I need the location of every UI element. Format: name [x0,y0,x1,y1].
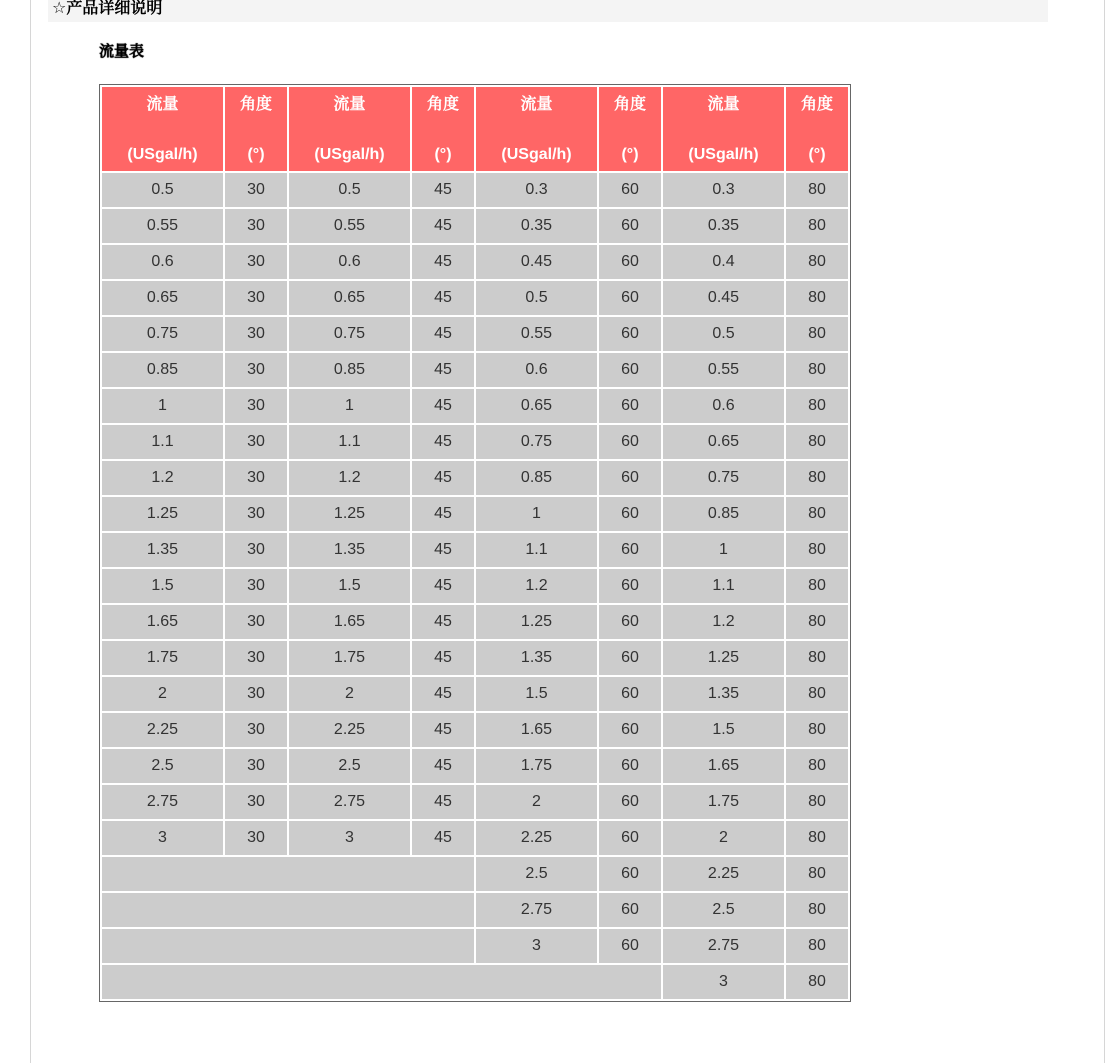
table-row [102,389,848,423]
flow-cell: 1.1 [663,569,784,603]
table-row [102,641,848,675]
flow-cell: 2.75 [476,893,597,927]
angle-cell: 80 [786,857,848,891]
header-angle: 角度 (°) [412,87,474,171]
angle-cell: 60 [599,893,661,927]
flow-cell: 0.45 [476,245,597,279]
table-row [102,425,848,459]
angle-cell: 45 [412,785,474,819]
table-row [102,461,848,495]
angle-cell: 80 [786,281,848,315]
flow-cell: 1.35 [289,533,410,567]
flow-cell: 1.65 [663,749,784,783]
header-angle: 角度 (°) [786,87,848,171]
table-header-row [102,87,848,171]
angle-cell: 45 [412,281,474,315]
flow-cell: 0.85 [663,497,784,531]
table-row [102,785,848,819]
angle-cell: 80 [786,929,848,963]
flow-cell: 2 [102,677,223,711]
angle-cell: 80 [786,533,848,567]
angle-cell: 60 [599,821,661,855]
angle-cell: 45 [412,353,474,387]
flow-cell: 0.5 [102,173,223,207]
angle-cell: 60 [599,173,661,207]
section-header-bar [48,0,1048,22]
angle-cell: 60 [599,497,661,531]
flow-cell: 1.75 [102,641,223,675]
flow-table-container [99,84,851,1002]
angle-cell: 30 [225,461,287,495]
flow-cell: 1.1 [102,425,223,459]
table-row [102,929,848,963]
angle-cell: 45 [412,821,474,855]
angle-cell: 80 [786,749,848,783]
angle-cell: 80 [786,569,848,603]
angle-cell: 30 [225,821,287,855]
flow-cell: 1.5 [102,569,223,603]
angle-cell: 45 [412,641,474,675]
empty-cell [102,893,474,927]
flow-cell: 3 [476,929,597,963]
flow-cell: 1.2 [102,461,223,495]
flow-cell: 0.4 [663,245,784,279]
angle-cell: 80 [786,605,848,639]
angle-cell: 80 [786,353,848,387]
flow-cell: 1 [663,533,784,567]
angle-cell: 60 [599,389,661,423]
table-row [102,605,848,639]
angle-cell: 45 [412,461,474,495]
table-row [102,857,848,891]
frame-right-border [1104,0,1105,1063]
angle-cell: 80 [786,893,848,927]
angle-cell: 80 [786,245,848,279]
table-row [102,533,848,567]
flow-cell: 2.5 [663,893,784,927]
table-row [102,353,848,387]
angle-cell: 60 [599,317,661,351]
angle-cell: 60 [599,929,661,963]
flow-cell: 1.75 [663,785,784,819]
flow-cell: 1.25 [476,605,597,639]
flow-cell: 0.6 [476,353,597,387]
flow-cell: 3 [289,821,410,855]
flow-cell: 1.75 [289,641,410,675]
flow-cell: 0.55 [476,317,597,351]
flow-cell: 1.25 [663,641,784,675]
angle-cell: 80 [786,209,848,243]
angle-cell: 60 [599,857,661,891]
table-row [102,569,848,603]
header-flow: 流量 (USgal/h) [289,87,410,171]
flow-cell: 1.35 [102,533,223,567]
flow-cell: 2.75 [289,785,410,819]
angle-cell: 60 [599,785,661,819]
flow-cell: 0.6 [289,245,410,279]
angle-cell: 80 [786,965,848,999]
flow-cell: 0.5 [476,281,597,315]
flow-cell: 0.85 [476,461,597,495]
flow-cell: 2.25 [289,713,410,747]
angle-cell: 60 [599,641,661,675]
flow-cell: 1.25 [102,497,223,531]
flow-cell: 2.5 [476,857,597,891]
angle-cell: 30 [225,317,287,351]
flow-cell: 3 [102,821,223,855]
angle-cell: 45 [412,389,474,423]
flow-cell: 2 [289,677,410,711]
flow-cell: 2.25 [102,713,223,747]
flow-cell: 1 [289,389,410,423]
flow-cell: 0.5 [663,317,784,351]
angle-cell: 60 [599,353,661,387]
angle-cell: 80 [786,641,848,675]
angle-cell: 80 [786,389,848,423]
flow-cell: 0.55 [102,209,223,243]
angle-cell: 45 [412,317,474,351]
angle-cell: 30 [225,677,287,711]
angle-cell: 45 [412,209,474,243]
angle-cell: 45 [412,749,474,783]
angle-cell: 60 [599,713,661,747]
section-title: ☆产品详细说明 [52,0,163,17]
flow-cell: 0.6 [663,389,784,423]
table-row [102,713,848,747]
flow-cell: 1.5 [476,677,597,711]
flow-cell: 2 [476,785,597,819]
angle-cell: 80 [786,461,848,495]
flow-cell: 0.5 [289,173,410,207]
angle-cell: 60 [599,677,661,711]
flow-cell: 0.65 [102,281,223,315]
angle-cell: 60 [599,533,661,567]
flow-table [100,85,850,1001]
empty-cell [102,929,474,963]
angle-cell: 45 [412,713,474,747]
table-row [102,497,848,531]
table-row [102,677,848,711]
angle-cell: 30 [225,389,287,423]
angle-cell: 30 [225,569,287,603]
angle-cell: 45 [412,497,474,531]
flow-cell: 2.25 [476,821,597,855]
flow-cell: 1.25 [289,497,410,531]
angle-cell: 80 [786,821,848,855]
table-row [102,821,848,855]
flow-cell: 0.55 [663,353,784,387]
flow-cell: 1.65 [102,605,223,639]
flow-cell: 0.65 [663,425,784,459]
flow-cell: 0.55 [289,209,410,243]
flow-cell: 0.45 [663,281,784,315]
angle-cell: 30 [225,785,287,819]
flow-cell: 1.5 [663,713,784,747]
flow-cell: 2 [663,821,784,855]
flow-cell: 1.35 [476,641,597,675]
header-flow: 流量 (USgal/h) [476,87,597,171]
flow-cell: 0.75 [663,461,784,495]
angle-cell: 45 [412,677,474,711]
table-row [102,245,848,279]
flow-cell: 1 [476,497,597,531]
angle-cell: 30 [225,209,287,243]
flow-cell: 1.65 [289,605,410,639]
table-row [102,893,848,927]
angle-cell: 80 [786,173,848,207]
angle-cell: 60 [599,209,661,243]
angle-cell: 45 [412,245,474,279]
angle-cell: 30 [225,281,287,315]
empty-cell [102,857,474,891]
flow-cell: 2.75 [102,785,223,819]
angle-cell: 80 [786,497,848,531]
angle-cell: 30 [225,533,287,567]
angle-cell: 80 [786,677,848,711]
flow-cell: 1.2 [663,605,784,639]
angle-cell: 30 [225,425,287,459]
flow-cell: 3 [663,965,784,999]
angle-cell: 60 [599,245,661,279]
angle-cell: 60 [599,569,661,603]
angle-cell: 30 [225,605,287,639]
angle-cell: 60 [599,461,661,495]
flow-cell: 0.35 [476,209,597,243]
angle-cell: 80 [786,425,848,459]
table-body [102,173,848,999]
angle-cell: 45 [412,605,474,639]
angle-cell: 30 [225,353,287,387]
angle-cell: 60 [599,749,661,783]
flow-cell: 0.75 [476,425,597,459]
angle-cell: 30 [225,173,287,207]
flow-cell: 1.2 [476,569,597,603]
flow-cell: 0.85 [289,353,410,387]
flow-cell: 2.5 [289,749,410,783]
flow-cell: 0.65 [476,389,597,423]
flow-cell: 1.1 [476,533,597,567]
table-row [102,173,848,207]
flow-cell: 1.5 [289,569,410,603]
angle-cell: 30 [225,641,287,675]
flow-cell: 1.65 [476,713,597,747]
angle-cell: 45 [412,569,474,603]
flow-cell: 1.1 [289,425,410,459]
flow-cell: 0.3 [476,173,597,207]
header-flow: 流量 (USgal/h) [102,87,223,171]
frame-left-border [30,0,31,1063]
flow-cell: 2.75 [663,929,784,963]
flow-cell: 2.5 [102,749,223,783]
angle-cell: 30 [225,245,287,279]
flow-cell: 1.75 [476,749,597,783]
angle-cell: 60 [599,425,661,459]
empty-cell [102,965,661,999]
table-subtitle: 流量表 [99,43,145,60]
flow-cell: 1 [102,389,223,423]
table-row [102,281,848,315]
flow-cell: 0.6 [102,245,223,279]
angle-cell: 45 [412,173,474,207]
flow-cell: 1.35 [663,677,784,711]
angle-cell: 30 [225,497,287,531]
angle-cell: 80 [786,317,848,351]
angle-cell: 80 [786,785,848,819]
angle-cell: 60 [599,605,661,639]
header-flow: 流量 (USgal/h) [663,87,784,171]
table-row [102,317,848,351]
flow-cell: 0.3 [663,173,784,207]
angle-cell: 30 [225,713,287,747]
flow-cell: 0.75 [102,317,223,351]
angle-cell: 30 [225,749,287,783]
table-row [102,749,848,783]
angle-cell: 80 [786,713,848,747]
table-row [102,965,848,999]
angle-cell: 45 [412,425,474,459]
header-angle: 角度 (°) [599,87,661,171]
flow-cell: 0.85 [102,353,223,387]
flow-cell: 1.2 [289,461,410,495]
flow-cell: 0.75 [289,317,410,351]
flow-cell: 0.65 [289,281,410,315]
angle-cell: 45 [412,533,474,567]
flow-cell: 0.35 [663,209,784,243]
angle-cell: 60 [599,281,661,315]
flow-cell: 2.25 [663,857,784,891]
header-angle: 角度 (°) [225,87,287,171]
table-row [102,209,848,243]
